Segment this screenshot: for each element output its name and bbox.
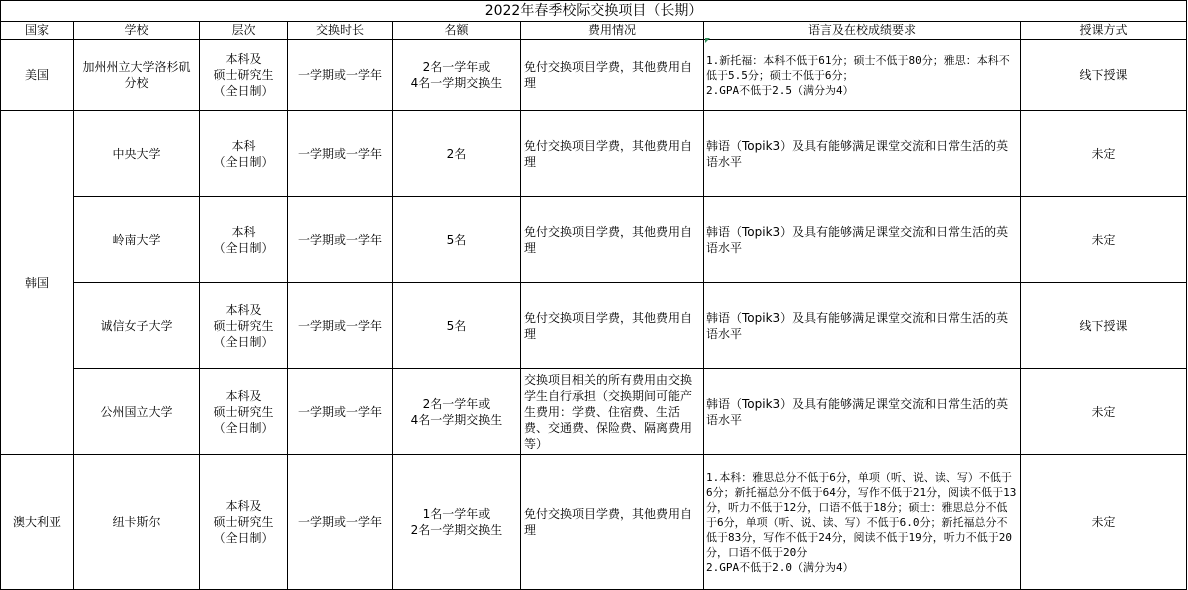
col-header-requirement: 语言及在校成绩要求 — [704, 22, 1021, 40]
quota-cell: 1名一学年或 2名一学期交换生 — [393, 455, 521, 590]
country-cell: 韩国 — [1, 111, 74, 455]
requirement-cell: 1.本科：雅思总分不低于6分，单项（听、说、读、写）不低于6分；新托福总分不低于64分，写作不低于21分，阅读不低于13分，听力不低于12分，口语不低于18分；硕士：雅思总分不低于6分，单项（听、说、读、写）不低于6.0分；新托福总分不低于83分，写作不低于24分，阅读不低于19分，听力不低于20分，口语不低于20分 2.GPA不低于2.0（满分为4） — [704, 455, 1021, 590]
duration-cell: 一学期或一学年 — [288, 111, 393, 197]
col-header-quota: 名额 — [393, 22, 521, 40]
header-row — [1, 22, 1187, 40]
duration-cell: 一学期或一学年 — [288, 197, 393, 283]
duration-cell: 一学期或一学年 — [288, 40, 393, 111]
school-cell: 加州州立大学洛杉矶分校 — [74, 40, 200, 111]
col-header-fee: 费用情况 — [521, 22, 704, 40]
school-cell: 中央大学 — [74, 111, 200, 197]
table-row — [1, 40, 1187, 111]
school-cell: 诚信女子大学 — [74, 283, 200, 369]
quota-cell: 2名一学年或 4名一学期交换生 — [393, 40, 521, 111]
fee-cell: 交换项目相关的所有费用由交换学生自行承担（交换期间可能产生费用：学费、住宿费、生活费、交通费、保险费、隔离费用等） — [521, 369, 704, 455]
teaching-cell: 线下授课 — [1021, 283, 1187, 369]
quota-cell: 2名一学年或 4名一学期交换生 — [393, 369, 521, 455]
level-cell: 本科 （全日制） — [200, 111, 288, 197]
level-cell: 本科及 硕士研究生 （全日制） — [200, 283, 288, 369]
col-header-school: 学校 — [74, 22, 200, 40]
fee-cell: 免付交换项目学费，其他费用自理 — [521, 40, 704, 111]
fee-cell: 免付交换项目学费，其他费用自理 — [521, 197, 704, 283]
fee-cell: 免付交换项目学费，其他费用自理 — [521, 455, 704, 590]
requirement-cell: 韩语（Topik3）及具有能够满足课堂交流和日常生活的英语水平 — [704, 111, 1021, 197]
duration-cell: 一学期或一学年 — [288, 283, 393, 369]
requirement-cell: 韩语（Topik3）及具有能够满足课堂交流和日常生活的英语水平 — [704, 369, 1021, 455]
requirement-cell: 韩语（Topik3）及具有能够满足课堂交流和日常生活的英语水平 — [704, 283, 1021, 369]
level-cell: 本科及 硕士研究生 （全日制） — [200, 455, 288, 590]
table-row — [1, 283, 1187, 369]
country-cell: 美国 — [1, 40, 74, 111]
teaching-cell: 线下授课 — [1021, 40, 1187, 111]
col-header-country: 国家 — [1, 22, 74, 40]
quota-cell: 5名 — [393, 197, 521, 283]
level-cell: 本科及 硕士研究生 （全日制） — [200, 40, 288, 111]
quota-cell: 2名 — [393, 111, 521, 197]
school-cell: 公州国立大学 — [74, 369, 200, 455]
comment-marker-icon — [705, 38, 710, 43]
school-cell: 岭南大学 — [74, 197, 200, 283]
level-cell: 本科及 硕士研究生 （全日制） — [200, 369, 288, 455]
fee-cell: 免付交换项目学费，其他费用自理 — [521, 283, 704, 369]
col-header-teaching: 授课方式 — [1021, 22, 1187, 40]
table-row — [1, 455, 1187, 590]
table-title: 2022年春季校际交换项目（长期） — [1, 1, 1187, 22]
table-row — [1, 111, 1187, 197]
fee-cell: 免付交换项目学费，其他费用自理 — [521, 111, 704, 197]
table-row — [1, 197, 1187, 283]
quota-cell: 5名 — [393, 283, 521, 369]
teaching-cell: 未定 — [1021, 369, 1187, 455]
teaching-cell: 未定 — [1021, 455, 1187, 590]
requirement-cell: 1.新托福：本科不低于61分；硕士不低于80分；雅思：本科不低于5.5分；硕士不低于6分； 2.GPA不低于2.5（满分为4） — [704, 40, 1021, 111]
requirement-cell: 韩语（Topik3）及具有能够满足课堂交流和日常生活的英语水平 — [704, 197, 1021, 283]
level-cell: 本科 （全日制） — [200, 197, 288, 283]
table-row — [1, 369, 1187, 455]
duration-cell: 一学期或一学年 — [288, 369, 393, 455]
country-cell: 澳大利亚 — [1, 455, 74, 590]
teaching-cell: 未定 — [1021, 197, 1187, 283]
col-header-level: 层次 — [200, 22, 288, 40]
col-header-duration: 交换时长 — [288, 22, 393, 40]
teaching-cell: 未定 — [1021, 111, 1187, 197]
duration-cell: 一学期或一学年 — [288, 455, 393, 590]
school-cell: 纽卡斯尔 — [74, 455, 200, 590]
